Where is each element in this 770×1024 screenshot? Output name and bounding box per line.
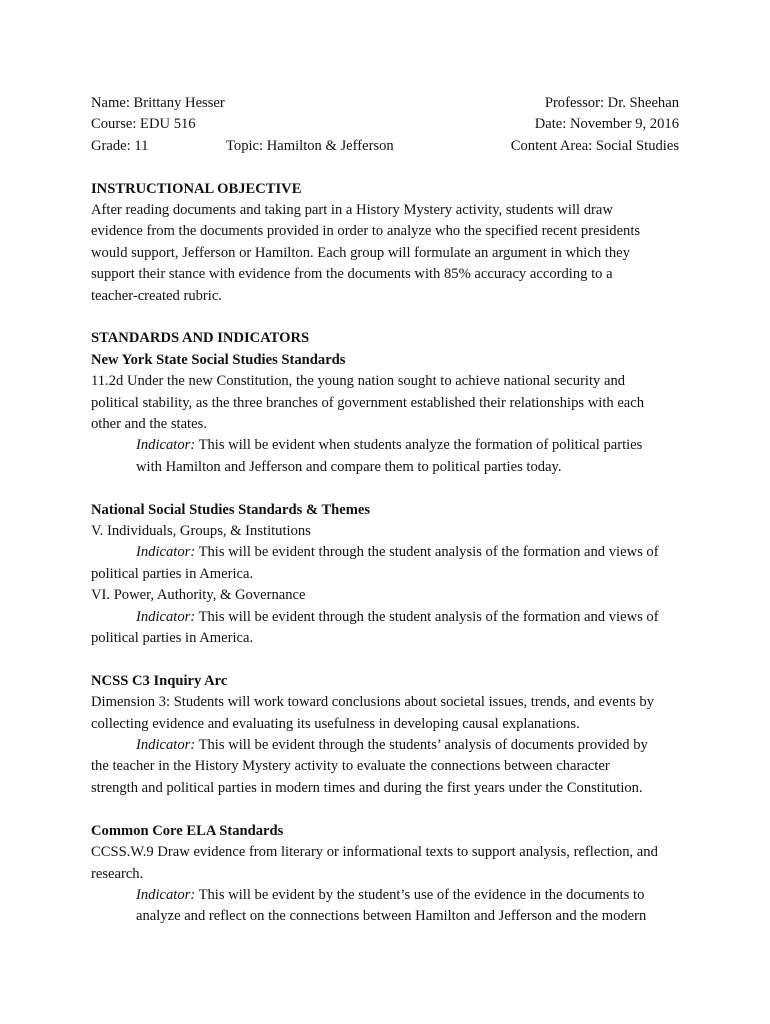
ncss-heading: NCSS C3 Inquiry Arc [91,672,228,689]
objective-line: support their stance with evidence from the documents with 85% accuracy according to a [91,266,613,283]
grade: Grade: 11 [91,137,149,154]
header-row-1 [91,93,681,114]
document-body [91,93,681,928]
national-standards-heading: National Social Studies Standards & Themes [91,501,371,518]
ny-indicator [91,435,681,478]
ny-standard-line: 11.2d Under the new Constitution, the young nation sought to achieve national security and [91,373,626,390]
ny-standards-heading: New York State Social Studies Standards [91,351,346,368]
standards-heading: STANDARDS AND INDICATORS [91,330,310,347]
indicator-text: This will be evident through the student analysis of the formation and views of [195,544,659,561]
ncss-indicator [91,735,681,799]
topic: Topic: Hamilton & Jefferson [226,137,394,154]
national-indicator-1 [91,542,681,585]
indicator-text: political parties in America. [91,630,254,647]
indicator-label: Indicator: [136,608,196,625]
common-core-line: research. [91,865,144,882]
indicator-text: This will be evident through the students’ analysis of documents provided by [195,737,648,754]
course: Course: EDU 516 [91,116,196,133]
indicator-label: Indicator: [136,886,196,903]
professor-name: Professor: Dr. Sheehan [544,95,679,111]
objective-text [91,200,681,307]
content-area: Content Area: Social Studies [510,137,679,154]
objective-line: teacher-created rubric. [91,287,222,304]
common-core-indicator [91,885,681,928]
ncss-line: collecting evidence and evaluating its usefulness in developing causal explanations. [91,715,580,732]
objective-line: evidence from the documents provided in order to analyze who the specified recent presidents [91,223,641,240]
date: Date: November 9, 2016 [534,116,679,133]
indicator-label: Indicator: [136,544,196,561]
header-row-2 [91,114,681,135]
objective-line: would support, Jefferson or Hamilton. Each group will formulate an argument in which they [91,244,630,261]
student-name: Name: Brittany Hesser [91,95,225,111]
objective-heading: INSTRUCTIONAL OBJECTIVE [91,180,302,197]
indicator-text: political parties in America. [91,565,254,582]
ny-standard-line: political stability, as the three branches of government established their relationships with each [91,394,645,411]
ny-standard-text [91,371,681,435]
theme-power: VI. Power, Authority, & Governance [91,587,306,604]
indicator-text: This will be evident by the student’s use of the evidence in the documents to [195,886,645,903]
ny-standard-line: other and the states. [91,416,207,433]
objective-line: After reading documents and taking part in a History Mystery activity, students will draw [91,201,613,218]
ncss-line: Dimension 3: Students will work toward conclusions about societal issues, trends, and events by [91,694,654,711]
indicator-text: This will be evident through the student analysis of the formation and views of [195,608,659,625]
indicator-text: analyze and reflect on the connections between Hamilton and Jefferson and the modern [136,908,647,925]
indicator-text: This will be evident when students analyze the formation of political parties [195,437,643,454]
indicator-text: with Hamilton and Jefferson and compare them to political parties today. [136,458,562,475]
ncss-text [91,692,681,735]
header-row-3 [91,136,681,157]
common-core-heading: Common Core ELA Standards [91,822,284,839]
national-indicator-2 [91,607,681,650]
indicator-text: the teacher in the History Mystery activity to evaluate the connections between character [91,758,610,775]
common-core-line: CCSS.W.9 Draw evidence from literary or informational texts to support analysis, reflection, and [91,844,658,861]
indicator-text: strength and political parties in modern times and during the first years under the Constitution. [91,779,643,796]
indicator-label: Indicator: [136,737,196,754]
theme-individuals: V. Individuals, Groups, & Institutions [91,523,311,540]
indicator-label: Indicator: [136,437,196,454]
common-core-text [91,842,681,885]
